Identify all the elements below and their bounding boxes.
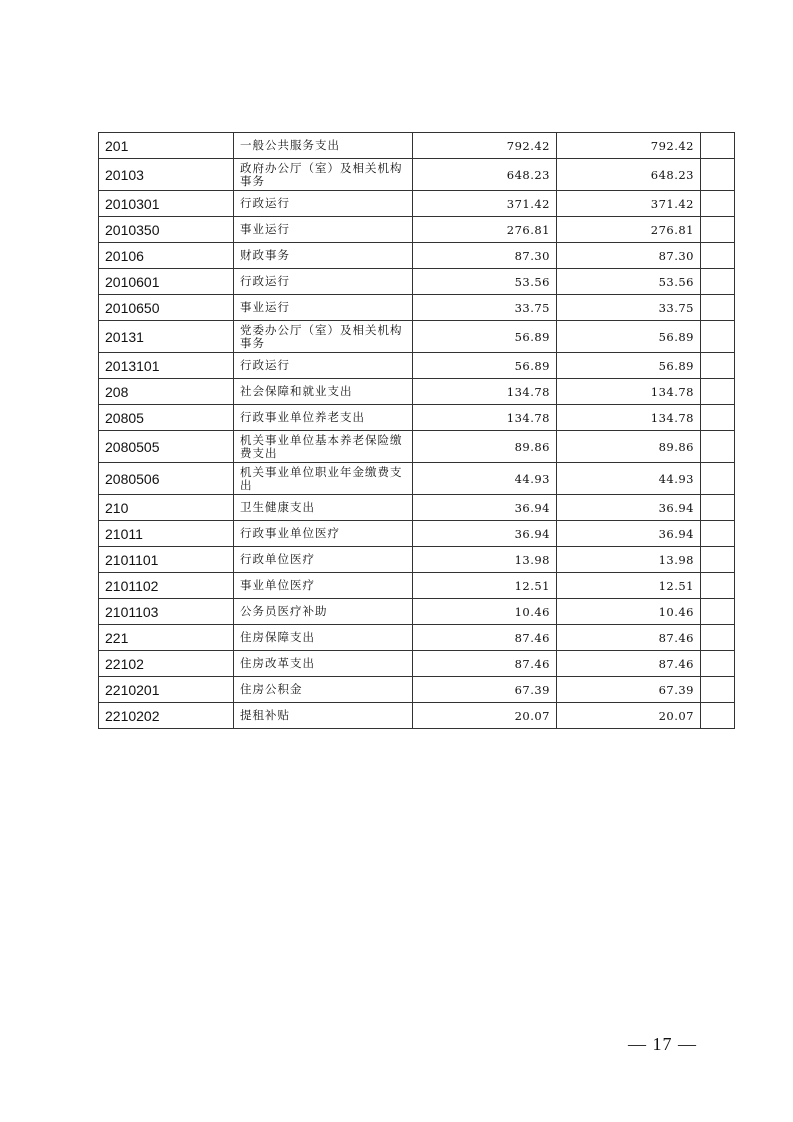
amount-basic: 12.51 [557, 573, 701, 599]
amount-total: 648.23 [413, 159, 557, 191]
function-code: 21011 [99, 521, 234, 547]
function-name: 住房保障支出 [234, 625, 413, 651]
function-code: 2080506 [99, 463, 234, 495]
amount-total: 33.75 [413, 295, 557, 321]
amount-basic: 36.94 [557, 495, 701, 521]
amount-total: 87.46 [413, 651, 557, 677]
amount-basic: 87.46 [557, 651, 701, 677]
function-code: 210 [99, 495, 234, 521]
function-name: 住房改革支出 [234, 651, 413, 677]
table-row [99, 547, 735, 573]
function-name: 行政事业单位养老支出 [234, 405, 413, 431]
amount-basic: 87.30 [557, 243, 701, 269]
table-row [99, 463, 735, 495]
amount-project [701, 159, 735, 191]
function-name: 公务员医疗补助 [234, 599, 413, 625]
table-row [99, 353, 735, 379]
function-name: 党委办公厅（室）及相关机构事务 [234, 321, 413, 353]
table-row [99, 651, 735, 677]
amount-basic: 44.93 [557, 463, 701, 495]
function-code: 2013101 [99, 353, 234, 379]
table-row [99, 133, 735, 159]
amount-total: 134.78 [413, 379, 557, 405]
amount-project [701, 269, 735, 295]
amount-project [701, 521, 735, 547]
function-code: 2010350 [99, 217, 234, 243]
function-name: 行政运行 [234, 269, 413, 295]
function-name: 行政单位医疗 [234, 547, 413, 573]
table-row [99, 431, 735, 463]
amount-project [701, 651, 735, 677]
function-name: 行政运行 [234, 353, 413, 379]
function-name: 事业运行 [234, 217, 413, 243]
amount-basic: 20.07 [557, 703, 701, 729]
table-row [99, 599, 735, 625]
amount-basic: 648.23 [557, 159, 701, 191]
amount-project [701, 599, 735, 625]
amount-project [701, 573, 735, 599]
amount-basic: 792.42 [557, 133, 701, 159]
amount-basic: 53.56 [557, 269, 701, 295]
amount-project [701, 295, 735, 321]
table-row [99, 269, 735, 295]
function-code: 20805 [99, 405, 234, 431]
amount-total: 10.46 [413, 599, 557, 625]
function-code: 20106 [99, 243, 234, 269]
amount-project [701, 321, 735, 353]
amount-total: 20.07 [413, 703, 557, 729]
table-row [99, 191, 735, 217]
function-name: 卫生健康支出 [234, 495, 413, 521]
function-code: 2210202 [99, 703, 234, 729]
amount-basic: 36.94 [557, 521, 701, 547]
amount-project [701, 547, 735, 573]
function-code: 2080505 [99, 431, 234, 463]
amount-total: 36.94 [413, 521, 557, 547]
table-row [99, 625, 735, 651]
function-code: 2101102 [99, 573, 234, 599]
amount-project [701, 677, 735, 703]
amount-project [701, 379, 735, 405]
table-row [99, 495, 735, 521]
function-name: 社会保障和就业支出 [234, 379, 413, 405]
function-name: 事业单位医疗 [234, 573, 413, 599]
amount-total: 67.39 [413, 677, 557, 703]
table-row [99, 521, 735, 547]
function-code: 22102 [99, 651, 234, 677]
amount-basic: 134.78 [557, 405, 701, 431]
amount-basic: 67.39 [557, 677, 701, 703]
amount-basic: 134.78 [557, 379, 701, 405]
amount-basic: 13.98 [557, 547, 701, 573]
amount-total: 36.94 [413, 495, 557, 521]
amount-basic: 56.89 [557, 321, 701, 353]
function-name: 政府办公厅（室）及相关机构事务 [234, 159, 413, 191]
function-name: 提租补贴 [234, 703, 413, 729]
table-row [99, 243, 735, 269]
table-row [99, 379, 735, 405]
table-row [99, 573, 735, 599]
budget-table-body [99, 133, 735, 729]
amount-project [701, 405, 735, 431]
table-row [99, 321, 735, 353]
function-code: 201 [99, 133, 234, 159]
amount-project [701, 191, 735, 217]
amount-project [701, 625, 735, 651]
amount-total: 276.81 [413, 217, 557, 243]
function-name: 住房公积金 [234, 677, 413, 703]
amount-total: 87.46 [413, 625, 557, 651]
function-name: 事业运行 [234, 295, 413, 321]
amount-project [701, 703, 735, 729]
function-name: 机关事业单位基本养老保险缴费支出 [234, 431, 413, 463]
page-number: — 17 — [628, 1034, 697, 1054]
function-code: 221 [99, 625, 234, 651]
amount-total: 134.78 [413, 405, 557, 431]
amount-project [701, 243, 735, 269]
amount-project [701, 353, 735, 379]
amount-project [701, 495, 735, 521]
amount-project [701, 431, 735, 463]
function-name: 财政事务 [234, 243, 413, 269]
table-row [99, 159, 735, 191]
amount-project [701, 463, 735, 495]
amount-basic: 276.81 [557, 217, 701, 243]
table-row [99, 677, 735, 703]
function-code: 2010301 [99, 191, 234, 217]
function-code: 20131 [99, 321, 234, 353]
amount-basic: 371.42 [557, 191, 701, 217]
function-code: 2010601 [99, 269, 234, 295]
amount-basic: 87.46 [557, 625, 701, 651]
amount-total: 13.98 [413, 547, 557, 573]
amount-basic: 89.86 [557, 431, 701, 463]
table-row [99, 703, 735, 729]
amount-total: 89.86 [413, 431, 557, 463]
amount-total: 371.42 [413, 191, 557, 217]
amount-total: 56.89 [413, 321, 557, 353]
amount-total: 44.93 [413, 463, 557, 495]
amount-basic: 10.46 [557, 599, 701, 625]
amount-total: 53.56 [413, 269, 557, 295]
function-code: 2101101 [99, 547, 234, 573]
function-code: 208 [99, 379, 234, 405]
amount-total: 792.42 [413, 133, 557, 159]
amount-basic: 56.89 [557, 353, 701, 379]
table-row [99, 217, 735, 243]
function-name: 行政运行 [234, 191, 413, 217]
amount-project [701, 133, 735, 159]
amount-total: 56.89 [413, 353, 557, 379]
function-code: 2010650 [99, 295, 234, 321]
amount-basic: 33.75 [557, 295, 701, 321]
amount-total: 87.30 [413, 243, 557, 269]
amount-project [701, 217, 735, 243]
function-name: 一般公共服务支出 [234, 133, 413, 159]
function-name: 机关事业单位职业年金缴费支出 [234, 463, 413, 495]
function-code: 2101103 [99, 599, 234, 625]
function-name: 行政事业单位医疗 [234, 521, 413, 547]
function-code: 20103 [99, 159, 234, 191]
function-code: 2210201 [99, 677, 234, 703]
amount-total: 12.51 [413, 573, 557, 599]
budget-expenditure-table [98, 132, 735, 729]
table-row [99, 405, 735, 431]
table-row [99, 295, 735, 321]
